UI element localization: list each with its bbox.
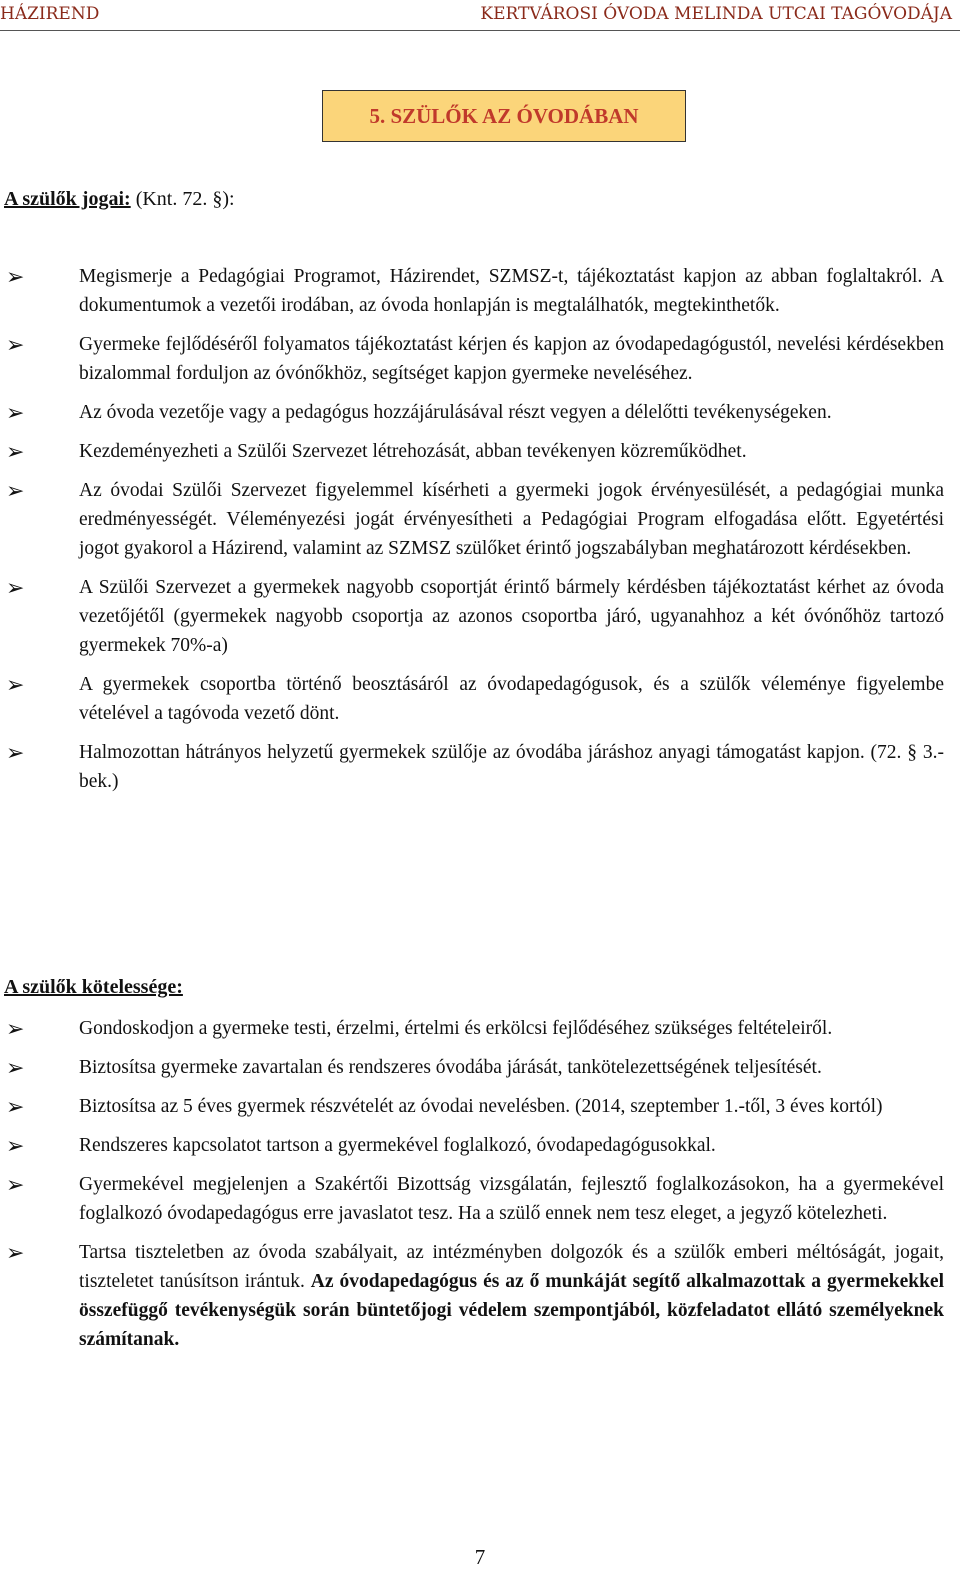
list-item-text: Rendszeres kapcsolatot tartson a gyermekével foglalkozó, óvodapedagógusokkal. — [79, 1135, 716, 1156]
bullet-icon: ➢ — [6, 332, 25, 357]
list-item — [0, 330, 944, 388]
list-item-text: Gyermeke fejlődéséről folyamatos tájékoztatást kérjen és kapjon az óvodapedagógustól, nevelési kérdésekben bizalommal forduljon az óvónőkhöz, segítséget kapjon gyermeke neveléséhez. — [79, 334, 944, 384]
list-item — [0, 262, 944, 320]
bullet-icon: ➢ — [6, 575, 25, 600]
list-item-text: Megismerje a Pedagógiai Programot, Házirendet, SZMSZ-t, tájékoztatást kapjon az abban foglaltakról. A dokumentumok a vezetői irodában, az óvoda honlapján is megtalálhatók, megtekinthetők. — [79, 266, 944, 316]
list-item — [0, 437, 944, 466]
list-item — [0, 738, 944, 796]
header-right: KERTVÁROSI ÓVODA MELINDA UTCAI TAGÓVODÁJA — [480, 4, 952, 24]
list-item-text: A gyermekek csoportba történő beosztásáról az óvodapedagógusok, és a szülők véleménye figyelembe vételével a tagóvoda vezető dönt. — [79, 674, 944, 724]
duties-heading-label: A szülők kötelessége: — [4, 976, 183, 998]
list-item — [0, 1170, 944, 1228]
rights-list — [0, 262, 944, 806]
list-item-bold-text: Az óvodapedagógus és az ő munkáját segítő alkalmazottak a gyermekekkel összefüggő tevékenységük során büntetőjogi védelem szempontjából, közfeladatot ellátó személyeknek számítanak. — [79, 1271, 944, 1350]
rights-heading-label: A szülők jogai: — [4, 188, 131, 210]
duties-list — [0, 1014, 944, 1364]
list-item — [0, 476, 944, 563]
bullet-icon: ➢ — [6, 740, 25, 765]
list-item — [0, 1092, 944, 1121]
section-title: 5. SZÜLŐK AZ ÓVODÁBAN — [322, 90, 686, 142]
bullet-icon: ➢ — [6, 1055, 25, 1080]
list-item — [0, 1053, 944, 1082]
list-item-text: Halmozottan hátrányos helyzetű gyermekek szülője az óvodába járáshoz anyagi támogatást kapjon. (72. § 3.-bek.) — [79, 742, 944, 792]
list-item — [0, 670, 944, 728]
bullet-icon: ➢ — [6, 478, 25, 503]
bullet-icon: ➢ — [6, 1133, 25, 1158]
bullet-icon: ➢ — [6, 1094, 25, 1119]
list-item-text: Biztosítsa az 5 éves gyermek részvételét az óvodai nevelésben. (2014, szeptember 1.-től, 3 éves kortól) — [79, 1096, 883, 1117]
rights-heading-suffix: (Knt. 72. §): — [130, 188, 235, 210]
rights-heading — [4, 188, 235, 211]
list-item-text: Gondoskodjon a gyermeke testi, érzelmi, értelmi és erkölcsi fejlődéséhez szükséges feltételeiről. — [79, 1018, 833, 1039]
page-number: 7 — [474, 1545, 486, 1569]
bullet-icon: ➢ — [6, 400, 25, 425]
list-item — [0, 1238, 944, 1354]
list-item-text: Biztosítsa gyermeke zavartalan és rendszeres óvodába járását, tankötelezettségének teljesítését. — [79, 1057, 822, 1078]
list-item-text: A Szülői Szervezet a gyermekek nagyobb csoportját érintő bármely kérdésben tájékoztatást kérhet az óvoda vezetőjétől (gyermekek nagyobb csoportja az azonos csoportba járó, ugyanahhoz a két óvónőhöz tartozó gyermekek 70%-a) — [79, 577, 944, 656]
list-item — [0, 1014, 944, 1043]
bullet-icon: ➢ — [6, 1016, 25, 1041]
bullet-icon: ➢ — [6, 672, 25, 697]
bullet-icon: ➢ — [6, 439, 25, 464]
list-item — [0, 398, 944, 427]
list-item — [0, 1131, 944, 1160]
list-item-text: Az óvodai Szülői Szervezet figyelemmel kísérheti a gyermeki jogok érvényesülését, a pedagógiai munka eredményességét. Véleményezési jogát érvényesítheti a Pedagógiai Program elfogadása előtt. Egyetértési jogot gyakorol a Házirend, valamint az SZMSZ szülőket érintő jogszabályban meghatározott kérdésekben. — [79, 480, 944, 559]
header-left: HÁZIREND — [0, 4, 100, 24]
bullet-icon: ➢ — [6, 1172, 25, 1197]
page-header — [0, 0, 960, 31]
list-item — [0, 573, 944, 660]
duties-heading — [4, 976, 183, 999]
bullet-icon: ➢ — [6, 1240, 25, 1265]
list-item-text: Az óvoda vezetője vagy a pedagógus hozzájárulásával részt vegyen a délelőtti tevékenységeken. — [79, 402, 832, 423]
list-item-text: Kezdeményezheti a Szülői Szervezet létrehozását, abban tevékenyen közreműködhet. — [79, 441, 747, 462]
list-item-text: Gyermekével megjelenjen a Szakértői Bizottság vizsgálatán, fejlesztő foglalkozásokon, ha a gyermekével foglalkozó óvodapedagógus erre javaslatot tesz. Ha a szülő ennek nem tesz eleget, a jegyző kötelezheti. — [79, 1174, 944, 1224]
bullet-icon: ➢ — [6, 264, 25, 289]
list-item-text: Tartsa tiszteletben az óvoda szabályait, az intézményben dolgozók és a szülők emberi méltóságát, jogait, tiszteletet tanúsítson irántuk. — [79, 1242, 944, 1292]
